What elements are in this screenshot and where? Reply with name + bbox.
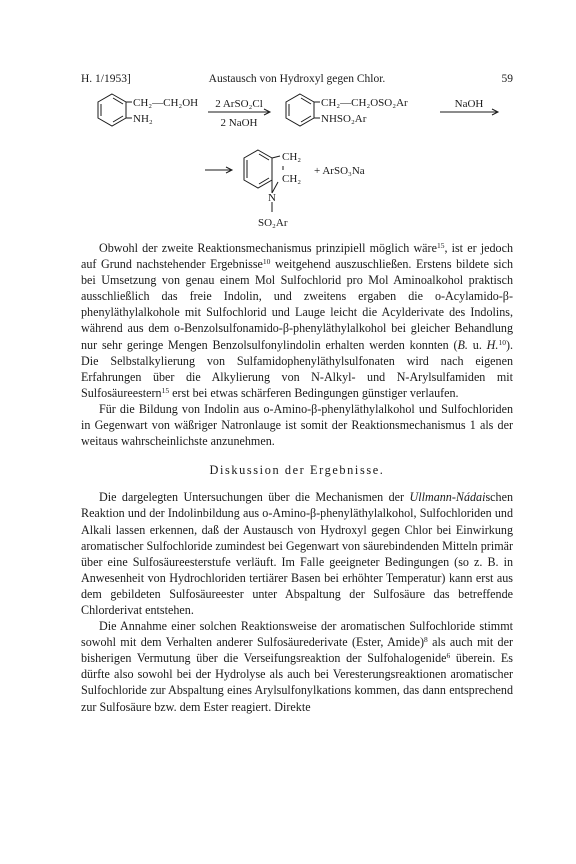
paragraph <box>81 401 513 449</box>
footnote-ref: 8 <box>424 635 428 645</box>
product-ch2-top: CH₂ <box>282 151 302 163</box>
reactant-side-chain: CH₂—CH₂OH <box>133 97 199 109</box>
reagent-naoh-2: NaOH <box>454 98 484 110</box>
reagent-sulfochloride: 2 ArSO₂Cl <box>215 98 263 110</box>
product-sulfonyl: SO₂Ar <box>258 217 288 229</box>
text-run: als auch mit der bisherigen Vermutung über die Verseifungsreaktion der Sulfohalogenide <box>81 635 513 666</box>
text-run: , ist er jedoch auf Grund nachstehender Ergebnisse <box>81 241 513 272</box>
footnote-ref: 6 <box>446 651 451 661</box>
benzene-ring-product <box>244 150 272 188</box>
text-run: ). Die Selbstalkylierung von Sulfamidophenyläthylsulfonaten wird nach eigenen Erfahrungen über die Alkylierung von N-Alkyl- und N-Arylsulfamiden mit Sulfosäureestern <box>81 337 513 400</box>
text-run: erst bei etwas schärferen Bedingungen günstiger verlaufen. <box>169 385 459 400</box>
paragraph <box>81 618 513 715</box>
section-heading: Diskussion der Ergebnisse. <box>209 463 385 478</box>
text-run: Die Annahme einer solchen Reaktionsweise der aromatischen Sulfochloride stimmt sowohl mit dem Verhalten anderer Sulfosäurederivate (Ester, Amide) <box>81 619 513 650</box>
text-run: Die dargelegten Untersuchungen über die Mechanismen der <box>99 490 410 505</box>
running-title: Austausch von Hydroxyl gegen Chlor. <box>208 73 386 85</box>
intermediate-side-chain: CH₂—CH₂OSO₂Ar <box>321 97 408 109</box>
paragraph <box>81 240 513 401</box>
benzene-ring-intermediate <box>286 94 314 126</box>
text-run: u. <box>467 337 487 352</box>
footnote-ref: 10 <box>262 257 271 267</box>
text-run: Obwohl der zweite Reaktionsmechanismus prinzipiell möglich wäre <box>99 241 437 255</box>
italic-name: H. <box>486 337 499 352</box>
text-run: überein. Es dürfte also sowohl bei der Hydrolyse als auch bei Veresterungsreaktionen aromatischer Sulfochloride zur Abspaltung eines Arylsulfonylkations kommen, das dann entsprechend zur Sulfosäure bzw. dem Ester reagiert. Direkte <box>81 651 514 714</box>
reagent-naoh-1: 2 NaOH <box>220 117 258 129</box>
footnote-ref: 15 <box>161 385 170 395</box>
intermediate-sulfonamide: NHSO₂Ar <box>321 113 367 125</box>
footnote-ref: 15 <box>436 241 445 250</box>
reactant-amino-group: NH₂ <box>133 113 153 125</box>
body-text <box>81 240 513 715</box>
paragraph <box>81 489 513 618</box>
journal-reference: H. 1/1953] <box>81 73 131 85</box>
text-run: weitgehend auszuschließen. Erstens bildete sich bei Umsetzung von genau einem Mol Sulfochlorid pro Mol Aminoalkohol praktisch ausschließlich das freie Indolin, und zweitens ergaben die o-Acylamido-β-phenyläthylalkohole mit Sulfochlorid und Lauge leicht die Acylderivate des Indolins, während aus dem o-Benzolsulfonamido-β-phenyläthylalkohol bei gleicher Behandlung nur sehr geringe Mengen Benzolsulfonylindolin erhalten werden konnten ( <box>81 257 513 352</box>
product-nitrogen: N <box>268 192 276 204</box>
text-run: schen Reaktion und der Indolinbildung aus o-Amino-β-phenyläthylalkohol, Sulfochloriden und Alkali lassen erkennen, daß der Austausch von Hydroxyl gegen Chlor bei Einwirkung aromatischer Sulfochloride zumindest bei Gegenwart von säurebindenden Mitteln primär über eine Sulfosäureesterstufe verläuft. Im Falle geeigneter Bedingungen (so z. B. in Anwesenheit von Hydrochloriden tertiärer Basen bei erhöhter Temperatur) kann erst aus dem gebildeten Sulfosäureester unter Abspaltung der Sulfosäure das betreffende Chlorderivat entstehen. <box>81 490 513 617</box>
benzene-ring-reactant <box>98 94 126 126</box>
product-ch2-bottom: CH₂ <box>282 173 302 185</box>
italic-name: Ullmann-Nádai <box>409 490 486 505</box>
reaction-scheme <box>0 0 576 240</box>
page-number: 59 <box>501 73 513 85</box>
text-run: Für die Bildung von Indolin aus o-Amino-β-phenyläthylalkohol und Sulfochloriden in Gegenwart von wäßriger Natronlauge ist somit der Reaktionsmechanismus 1 als der weitaus wahrscheinlichste anzunehmen. <box>81 401 513 449</box>
footnote-ref: 10 <box>498 337 506 347</box>
product-byproduct: + ArSO₃Na <box>314 165 365 177</box>
italic-name: B. <box>457 337 468 352</box>
